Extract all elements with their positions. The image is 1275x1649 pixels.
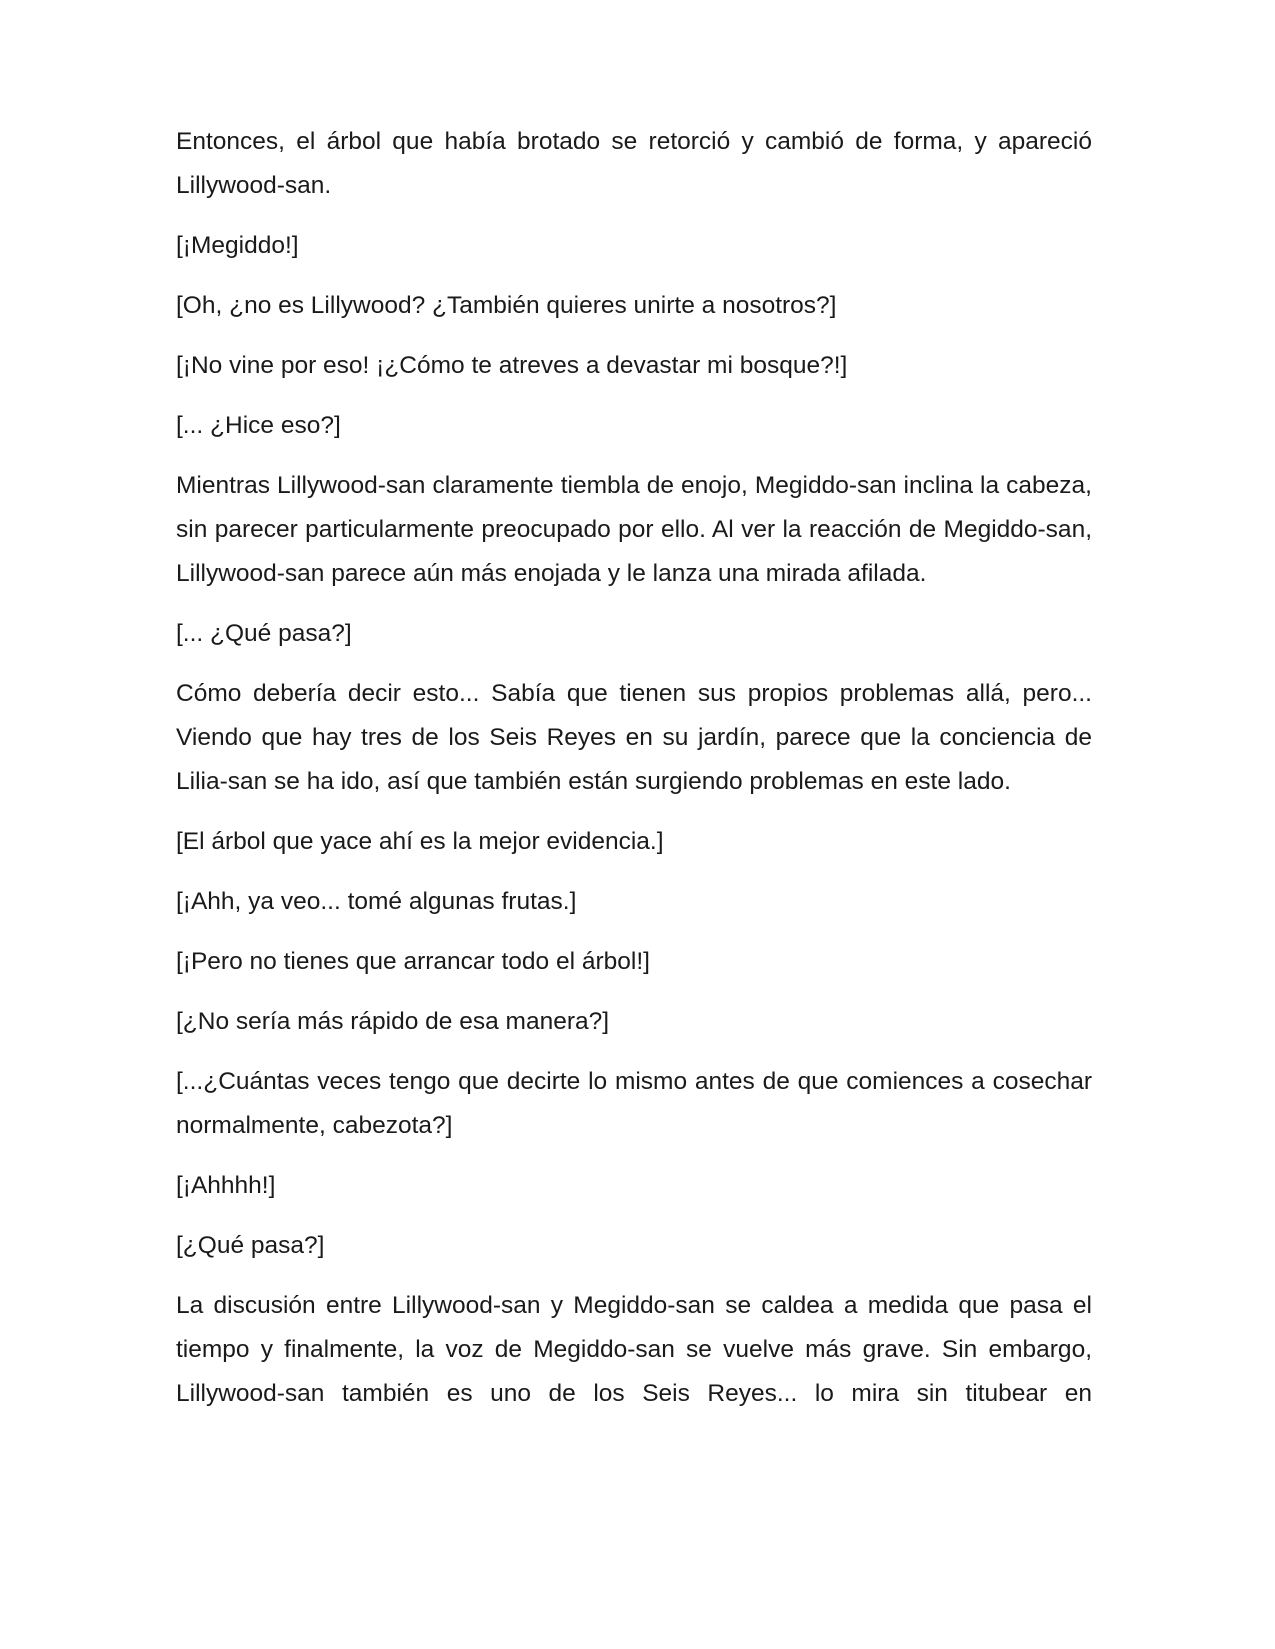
dialogue-line: [... ¿Hice eso?]: [176, 412, 341, 439]
narration-paragraph: Mientras Lillywood-san claramente tiembla de enojo, Megiddo-san inclina la cabeza, sin parecer particularmente preocupado por ello. Al ver la reacción de Megiddo-san, Lillywood-san parece aún más enojada y le lanza una mirada afilada.: [176, 472, 1092, 587]
dialogue-line: [¡Ahhhh!]: [176, 1172, 276, 1199]
narration-paragraph: Cómo debería decir esto... Sabía que tienen sus propios problemas allá, pero... Viendo que hay tres de los Seis Reyes en su jardín, parece que la conciencia de Lilia-san se ha ido, así que también están surgiendo problemas en este lado.: [176, 680, 1092, 795]
dialogue-line: [¿No sería más rápido de esa manera?]: [176, 1008, 610, 1035]
dialogue-line: [... ¿Qué pasa?]: [176, 620, 352, 647]
dialogue-line: [El árbol que yace ahí es la mejor evidencia.]: [176, 828, 664, 855]
narration-paragraph: Entonces, el árbol que había brotado se retorció y cambió de forma, y apareció Lillywood-san.: [176, 128, 1092, 199]
dialogue-line: [¡Pero no tienes que arrancar todo el árbol!]: [176, 948, 650, 975]
dialogue-line: [...¿Cuántas veces tengo que decirte lo mismo antes de que comiences a cosechar normalmente, cabezota?]: [176, 1068, 1092, 1139]
dialogue-line: [¿Qué pasa?]: [176, 1232, 325, 1259]
narration-paragraph: La discusión entre Lillywood-san y Megiddo-san se caldea a medida que pasa el tiempo y finalmente, la voz de Megiddo-san se vuelve más grave. Sin embargo, Lillywood-san también es uno de los Seis Reyes... lo mira sin titubear en: [176, 1292, 1092, 1407]
document-page: [176, 120, 1092, 1416]
dialogue-line: [¡Megiddo!]: [176, 232, 299, 259]
dialogue-line: [Oh, ¿no es Lillywood? ¿También quieres unirte a nosotros?]: [176, 292, 837, 319]
dialogue-line: [¡No vine por eso! ¡¿Cómo te atreves a devastar mi bosque?!]: [176, 352, 848, 379]
dialogue-line: [¡Ahh, ya veo... tomé algunas frutas.]: [176, 888, 577, 915]
